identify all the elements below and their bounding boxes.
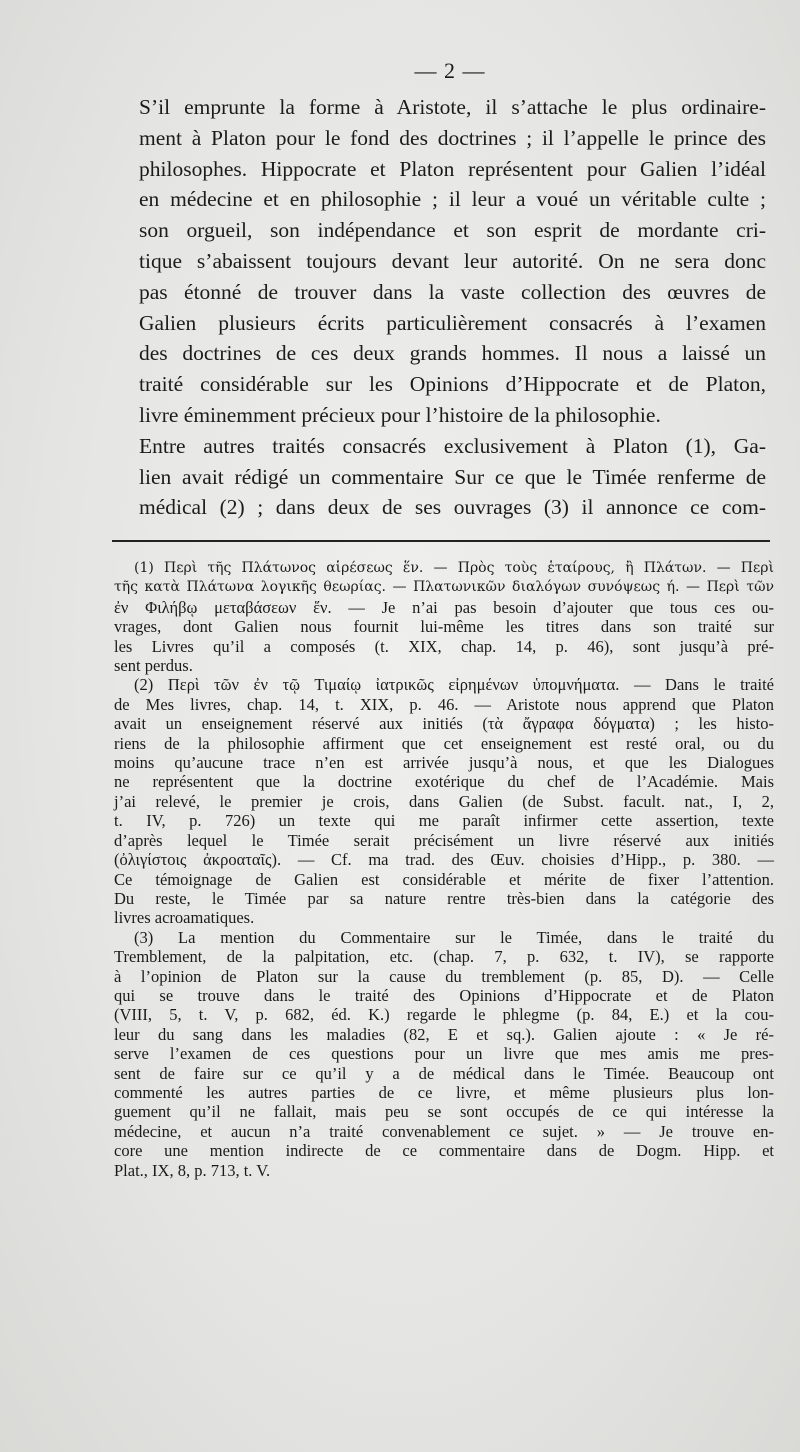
text-line: S’il emprunte la forme à Aristote, il s’attache le plus ordinaire- [139,95,766,119]
footnote-line: riens de la philosophie affirment que cet enseignement est resté oral, ou du [114,733,774,753]
footnote-line: guement qu’il ne fallait, mais peu se sont occupés de ce qui intéresse la [114,1102,774,1122]
text-line: livre éminemment précieux pour l’histoire de la philosophie. [139,402,661,427]
footnote-line: t. IV, p. 726) un texte qui me paraît infirmer cette assertion, texte [114,811,774,831]
text-line: en médecine et en philosophie ; il leur a voué un véritable culte ; [139,187,766,212]
footnote-line: sent perdus. [114,656,193,676]
text-line: tique s’abaissent toujours devant leur autorité. On ne sera donc [139,248,766,273]
footnote-line: leur du sang dans les maladies (82, E et sq.). Galien ajoute : « Je ré- [114,1024,774,1044]
footnote-line: médecine, et aucun n’a traité convenablement ce sujet. » — Je trouve en- [114,1121,774,1141]
footnote-line: core une mention indirecte de ce commentaire dans de Dogm. Hipp. et [114,1141,774,1161]
footnote-line: vrages, dont Galien nous fournit lui-même les titres dans son traité sur [114,617,774,637]
footnote-line: (VIII, 5, t. V, p. 682, éd. K.) regarde le phlegme (p. 84, E.) et la cou- [114,1005,774,1025]
page-number: — 2 — [414,58,486,83]
footnote-line: τῆς κατὰ Πλάτωνα λογικῆς θεωρίας. — Πλατωνικῶν διαλόγων συνόψεως ή. — Περὶ τῶν [114,579,774,596]
footnote-line: Plat., IX, 8, p. 713, t. V. [114,1160,271,1180]
footnote-line: (3) La mention du Commentaire sur le Timée, dans le traité du [134,927,774,947]
text-line: son orgueil, son indépendance et son esprit de mordante cri- [139,218,766,243]
footnote-line: (1) Περὶ τῆς Πλάτωνος αἱρέσεως ἕν. — Πρὸς τοὺς ἑταίρους, ἢ Πλάτων. — Περὶ [134,560,774,576]
paragraph-2 [113,431,766,523]
footnote-line: ne représentent que la doctrine exotérique du chef de l’Académie. Mais [114,772,774,792]
text-line: traité considérable sur les Opinions d’Hippocrate et de Platon, [139,372,766,397]
footnote-line: j’ai relevé, le premier je crois, dans Galien (de Subst. facult. nat., I, 2, [114,791,774,811]
footnote-line: moins qu’aucune trace n’en est arrivée jusqu’à nous, et que les Dialogues [114,753,774,773]
footnote-line: d’après lequel le Timée serait précisément un livre réservé aux initiés [114,830,774,850]
footnote-line: ἐν Φιλήβῳ μεταβάσεων ἕν. — Je n’ai pas besoin d’ajouter que tous ces ou- [114,597,774,617]
footnote-line: commenté les autres parties de ce livre, et même plusieurs plus lon- [114,1082,774,1102]
footnote-line: Du reste, le Timée par sa nature rentre très-bien dans la catégorie des [114,888,774,908]
footnote-line: qui se trouve dans le traité des Opinions d’Hippocrate et de Platon [114,985,774,1005]
text-line: lien avait rédigé un commentaire Sur ce que le Timée renferme de [139,464,766,489]
footnote-line: Tremblement, de la palpitation, etc. (chap. 7, p. 632, t. IV), se rapporte [114,947,774,967]
footnote-line: Ce témoignage de Galien est considérable et mérite de fixer l’attention. [114,869,774,889]
text-line: pas étonné de trouver dans la vaste collection des œuvres de [139,279,766,304]
footnote-line: (ὀλιγίστοις ἀκροαταῖς). — Cf. ma trad. des Œuv. choisies d’Hipp., p. 380. — [114,850,774,870]
text-line: ment à Platon pour le fond des doctrines ; il l’appelle le prince des [139,125,766,150]
footnote-line: à l’opinion de Platon sur la cause du tremblement (p. 85, D). — Celle [114,966,774,986]
footnote-line: livres acroamatiques. [114,908,255,928]
text-line: des doctrines de ces deux grands hommes. Il nous a laissé un [139,341,766,366]
text-line: philosophes. Hippocrate et Platon représentent pour Galien l’idéal [139,156,766,181]
paragraph-1 [113,92,766,431]
footnotes [114,559,774,1180]
footnote-line: de Mes livres, chap. 14, t. XIX, p. 46. — Aristote nous apprend que Platon [114,694,774,714]
footnote-line: sent de faire sur ce qu’il y a de médical dans le Timée. Beaucoup ont [114,1063,774,1083]
footnote-line: serve l’examen de ces questions pour un livre que mes amis me pres- [114,1044,774,1064]
footnote-line: les Livres qu’il a composés (t. XIX, chap. 14, p. 46), sont jusqu’à pré- [114,636,774,656]
footnote-line: avait un enseignement réservé aux initiés (τὰ ἄγραφα δόγματα) ; les histo- [114,714,774,734]
text-line: Galien plusieurs écrits particulièrement consacrés à l’examen [139,310,766,335]
footnote-line: (2) Περὶ τῶν ἐν τῷ Τιμαίῳ ἰατρικῶς εἰρημένων ὑπομνήματα. — Dans le traité [134,675,774,695]
footnote-separator [112,540,770,542]
footnote-3 [114,928,774,1180]
footnote-1 [114,559,774,675]
text-line: Entre autres traités consacrés exclusivement à Platon (1), Ga- [139,433,766,458]
text-line: médical (2) ; dans deux de ses ouvrages (3) il annonce ce com- [139,495,766,520]
footnote-2 [114,675,774,927]
main-text [113,92,766,523]
